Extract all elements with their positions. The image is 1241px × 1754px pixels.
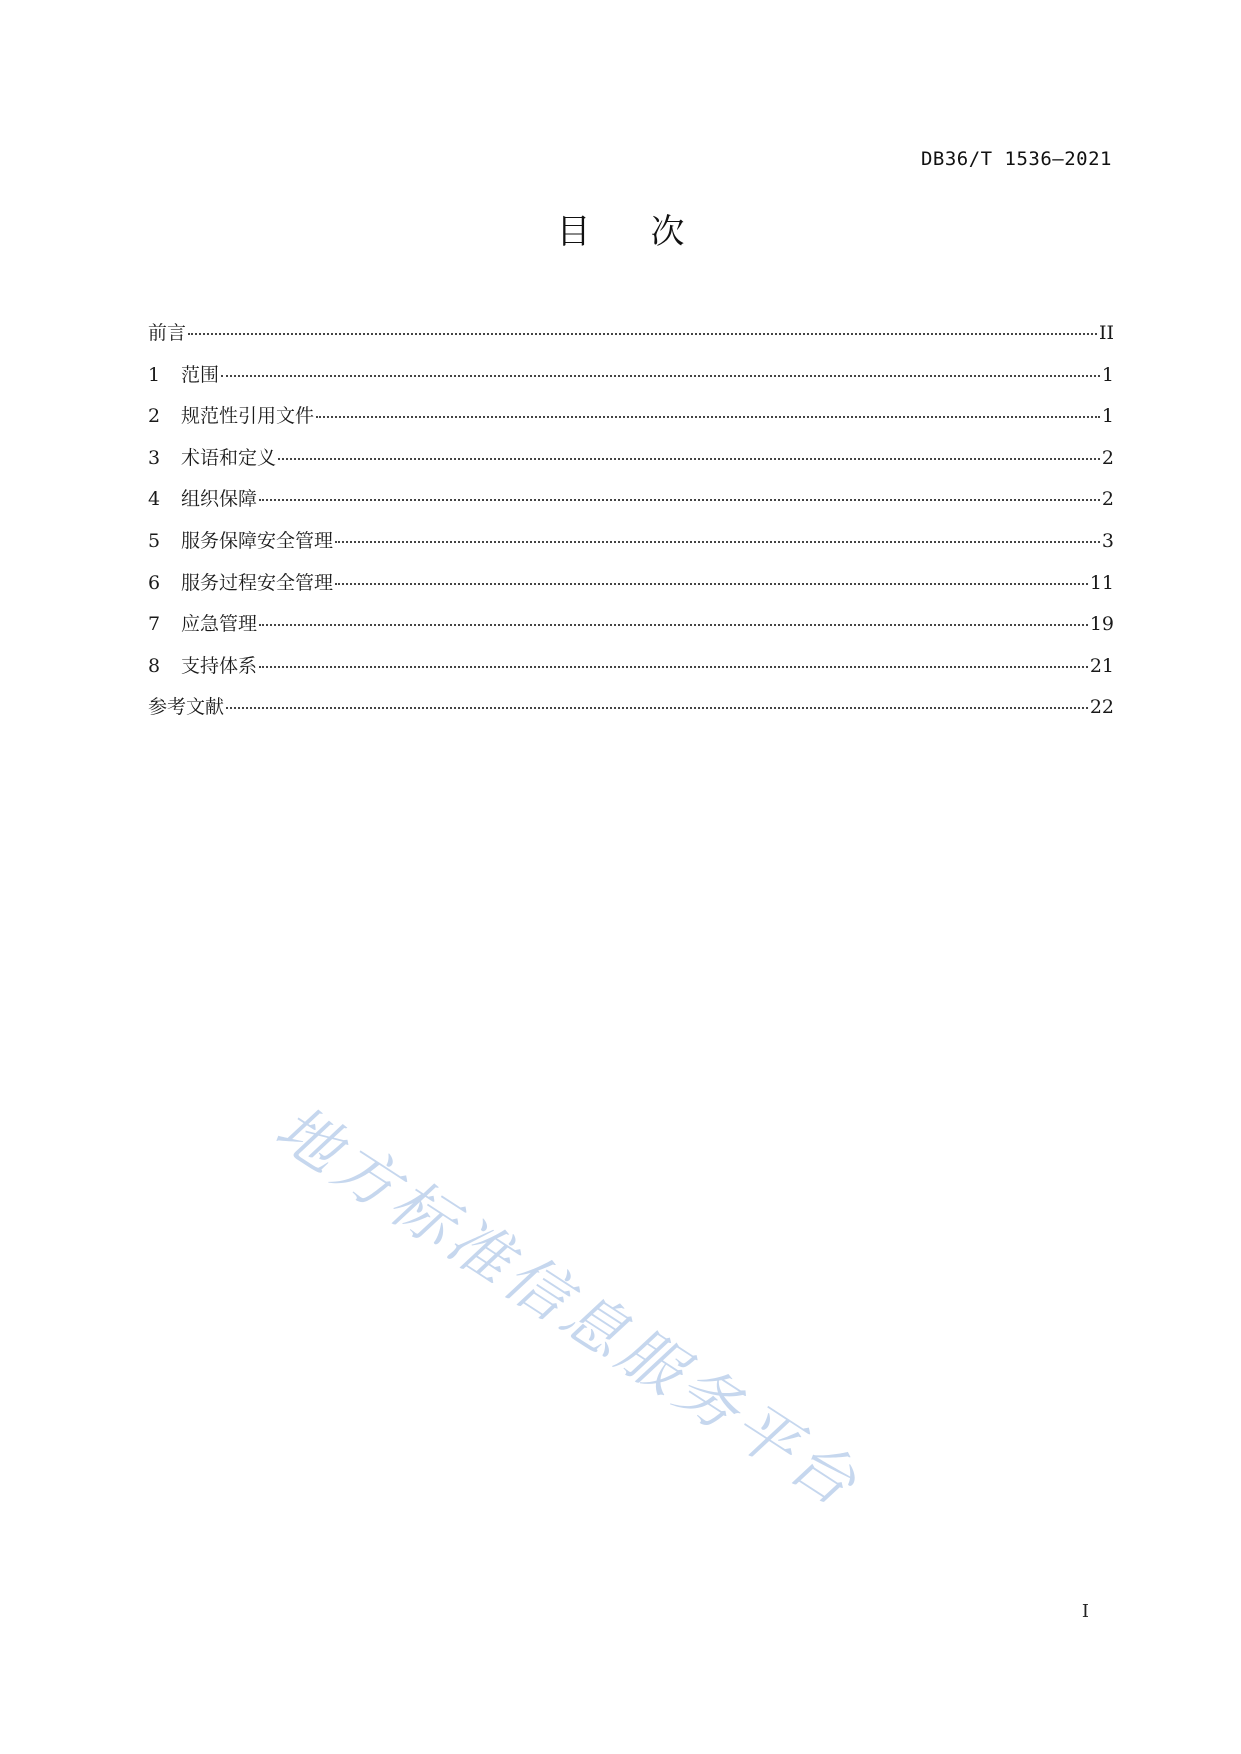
toc-entry-label: 服务保障安全管理 (181, 529, 334, 552)
toc-entry-number: 6 (148, 571, 161, 594)
toc-dot-leader (221, 375, 1100, 377)
toc-entry-scope[interactable] (148, 360, 1114, 402)
toc-dot-leader (226, 707, 1088, 709)
toc-entry-number: 4 (148, 488, 161, 511)
toc-entry-service-support-safety[interactable] (148, 526, 1114, 568)
toc-entry-label: 参考文献 (148, 696, 225, 719)
table-of-contents (148, 318, 1114, 734)
toc-entry-page: 19 (1089, 613, 1114, 636)
toc-dot-leader (259, 499, 1100, 501)
toc-entry-label: 服务过程安全管理 (181, 571, 334, 594)
toc-entry-number: 7 (148, 613, 161, 636)
toc-entry-page: 11 (1089, 571, 1114, 594)
toc-dot-leader (335, 583, 1088, 585)
toc-dot-leader (259, 624, 1088, 626)
toc-dot-leader (259, 666, 1088, 668)
toc-entry-page: 1 (1101, 405, 1114, 428)
toc-entry-emergency-management[interactable] (148, 609, 1114, 651)
toc-entry-label: 前言 (148, 322, 187, 344)
toc-entry-terms-definitions[interactable] (148, 443, 1114, 485)
toc-dot-leader (188, 333, 1097, 335)
toc-entry-number: 5 (148, 529, 161, 552)
toc-entry-service-process-safety[interactable] (148, 568, 1114, 610)
document-code: DB36/T 1536—2021 (920, 148, 1112, 170)
page-title: 目次 (556, 212, 745, 252)
toc-entry-label: 支持体系 (181, 654, 258, 677)
toc-entry-number: 1 (148, 363, 161, 386)
toc-entry-label: 规范性引用文件 (181, 405, 315, 428)
toc-entry-number: 2 (148, 405, 161, 428)
toc-entry-support-system[interactable] (148, 651, 1114, 693)
toc-entry-normative-references[interactable] (148, 401, 1114, 443)
toc-entry-number: 8 (148, 654, 161, 677)
toc-dot-leader (316, 416, 1100, 418)
toc-entry-label: 范围 (181, 363, 220, 386)
toc-entry-page: 2 (1101, 488, 1114, 511)
toc-entry-number: 3 (148, 446, 161, 469)
watermark: 地方标准信息服务平台 (263, 1090, 874, 1523)
toc-entry-label: 应急管理 (181, 613, 258, 636)
toc-entry-foreword[interactable] (148, 318, 1114, 360)
toc-entry-page: 1 (1101, 363, 1114, 386)
toc-dot-leader (278, 458, 1100, 460)
toc-entry-bibliography[interactable] (148, 692, 1114, 734)
page-number: I (1081, 1601, 1089, 1622)
toc-entry-page: 2 (1101, 446, 1114, 469)
toc-entry-label: 术语和定义 (181, 446, 277, 469)
toc-entry-organizational-support[interactable] (148, 484, 1114, 526)
toc-entry-page: 22 (1089, 696, 1114, 719)
toc-entry-page: 3 (1101, 529, 1114, 552)
toc-entry-page: II (1098, 322, 1114, 344)
toc-dot-leader (335, 541, 1100, 543)
toc-entry-page: 21 (1089, 654, 1114, 677)
toc-entry-label: 组织保障 (181, 488, 258, 511)
